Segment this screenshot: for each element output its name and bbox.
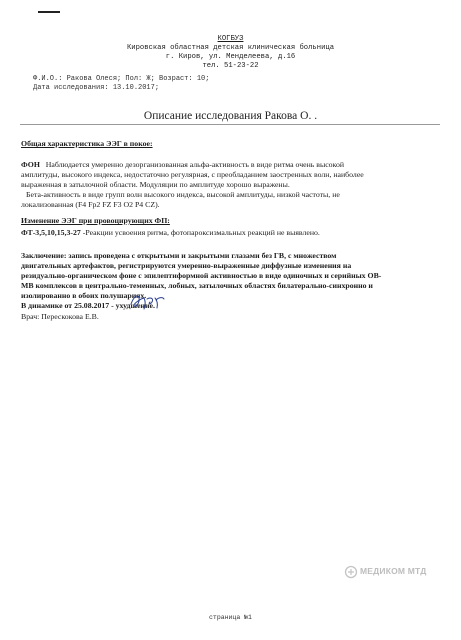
corner-mark — [38, 11, 60, 13]
org-name: КОГБУЗ — [217, 35, 244, 43]
beta-line: локализованная (F4 Fp2 FZ F3 O2 P4 CZ). — [21, 200, 160, 209]
provocation-heading: Изменение ЭЭГ при провоцирующих ФП: — [21, 216, 170, 225]
conclusion-line: двигательных артефактов, регистрируются умеренно-выраженные диффузные изменения на — [21, 261, 352, 270]
conclusion-section — [21, 251, 446, 311]
fon-line: Наблюдается умеренно дезорганизованная альфа-активность в виде ритма очень высокой — [45, 160, 345, 169]
stamp-text: МЕДИКОМ МТД — [360, 566, 427, 576]
rest-heading: Общая характеристика ЭЭГ в покое: — [21, 139, 153, 148]
conclusion-line: Заключение: запись проведена с открытыми и закрытыми глазами без ГВ, с множеством — [21, 251, 337, 260]
signature — [128, 290, 173, 312]
page-number: страница №1 — [209, 614, 252, 621]
patient-info: Ф.И.О.: Ракова Олеся; Пол: Ж; Возраст: 10; — [33, 75, 210, 83]
provocation-text: -Реакции усвоения ритма, фотопароксизмальных реакций не выявлено. — [82, 228, 320, 237]
fon-label: ФОН — [21, 160, 40, 169]
fon-line: амплитуды, высокого индекса, недостаточно регулярная, с преобладанием заостренных волн, наиболее — [21, 170, 364, 179]
hospital-phone: тел. 51-23-22 — [202, 62, 259, 70]
conclusion-line: МВ комплексов в центрально-теменных, лобных, затылочных областях билатерально-синхронно и — [21, 281, 373, 290]
provocation-section — [21, 216, 441, 238]
beta-line: Бета-активность в виде групп волн высокого индекса, высокой амплитуды, низкой частоты, не — [26, 190, 340, 199]
conclusion-line: изолированно в обоих полушариях. — [21, 291, 147, 300]
title-divider — [20, 124, 440, 125]
document-title: Описание исследования Ракова О. . — [143, 110, 318, 122]
conclusion-line: В динамике от 25.08.2017 - ухудшение. — [21, 301, 155, 310]
rest-section — [21, 139, 441, 149]
fon-line: выраженная в затылочной области. Модуляции по амплитуде хорошо выражены. — [21, 180, 290, 189]
hospital-name: Кировская областная детская клиническая больница — [126, 44, 335, 52]
fon-paragraph — [21, 160, 441, 210]
hospital-address: г. Киров, ул. Менделеева, д.16 — [165, 53, 296, 61]
doctor-line: Врач: Перескокова Е.В. — [21, 312, 99, 321]
provocation-label: ФТ-3,5,10,15,3-27 — [21, 228, 81, 237]
conclusion-line: резидуально-органическом фоне с эпилептиформной активностью в виде одиночных и серийных ОВ- — [21, 271, 382, 280]
study-date: Дата исследования: 13.10.2017; — [33, 84, 160, 92]
